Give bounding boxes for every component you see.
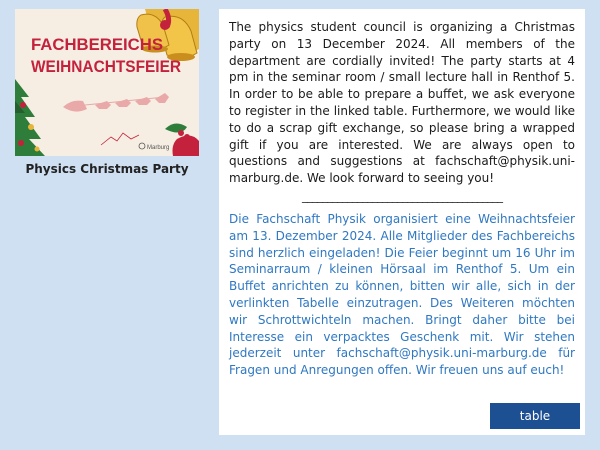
english-description: The physics student council is organizing a Christmas party on 13 December 2024. All members of the department are cordially invited! The party starts at 4 pm in the seminar room / small lecture hall in Renthof 5. In order to be able to prepare a buffet, we ask everyone to register in the linked table. Furthermore, we would like to do a scrap gift exchange, so please bring a wrapped gift if you are interested. We are always open to questions and suggestions at fachschaft@physik.uni-marburg.de. We look forward to seeing you! xyxy=(229,20,575,186)
event-description-card xyxy=(219,9,585,435)
logo-text: Marburg xyxy=(147,145,170,151)
event-poster-image[interactable] xyxy=(15,9,199,156)
german-description: Die Fachschaft Physik organisiert eine Weihnachtsfeier am 13. Dezember 2024. Alle Mitglieder des Fachbereichs sind herzlich eingeladen! Die Feier beginnt um 16 Uhr im Seminarraum / kleinen Hörsaal im Renthof 5. Um ein Buffet anrichten zu können, bitten wir alle, sich in der verlinkten Tabelle einzutragen. Des Weiteren möchten wir Schrottwichteln machen. Bringt daher bitte bei Interesse ein verpacktes Geschenk mit. Wir stehen jederzeit unter fachschaft@physik.uni-marburg.de für Fragen und Anregungen offen. Wir freuen uns auf euch! xyxy=(229,211,575,378)
event-caption: Physics Christmas Party xyxy=(25,162,189,176)
table-link-button[interactable]: table xyxy=(490,403,580,429)
divider-line: ________________________________________ xyxy=(302,188,502,203)
event-teaser xyxy=(15,9,199,176)
poster-title-line2: WEIHNACHTSFEIER xyxy=(31,57,181,76)
poster-title-line1: FACHBEREICHS xyxy=(31,35,163,54)
